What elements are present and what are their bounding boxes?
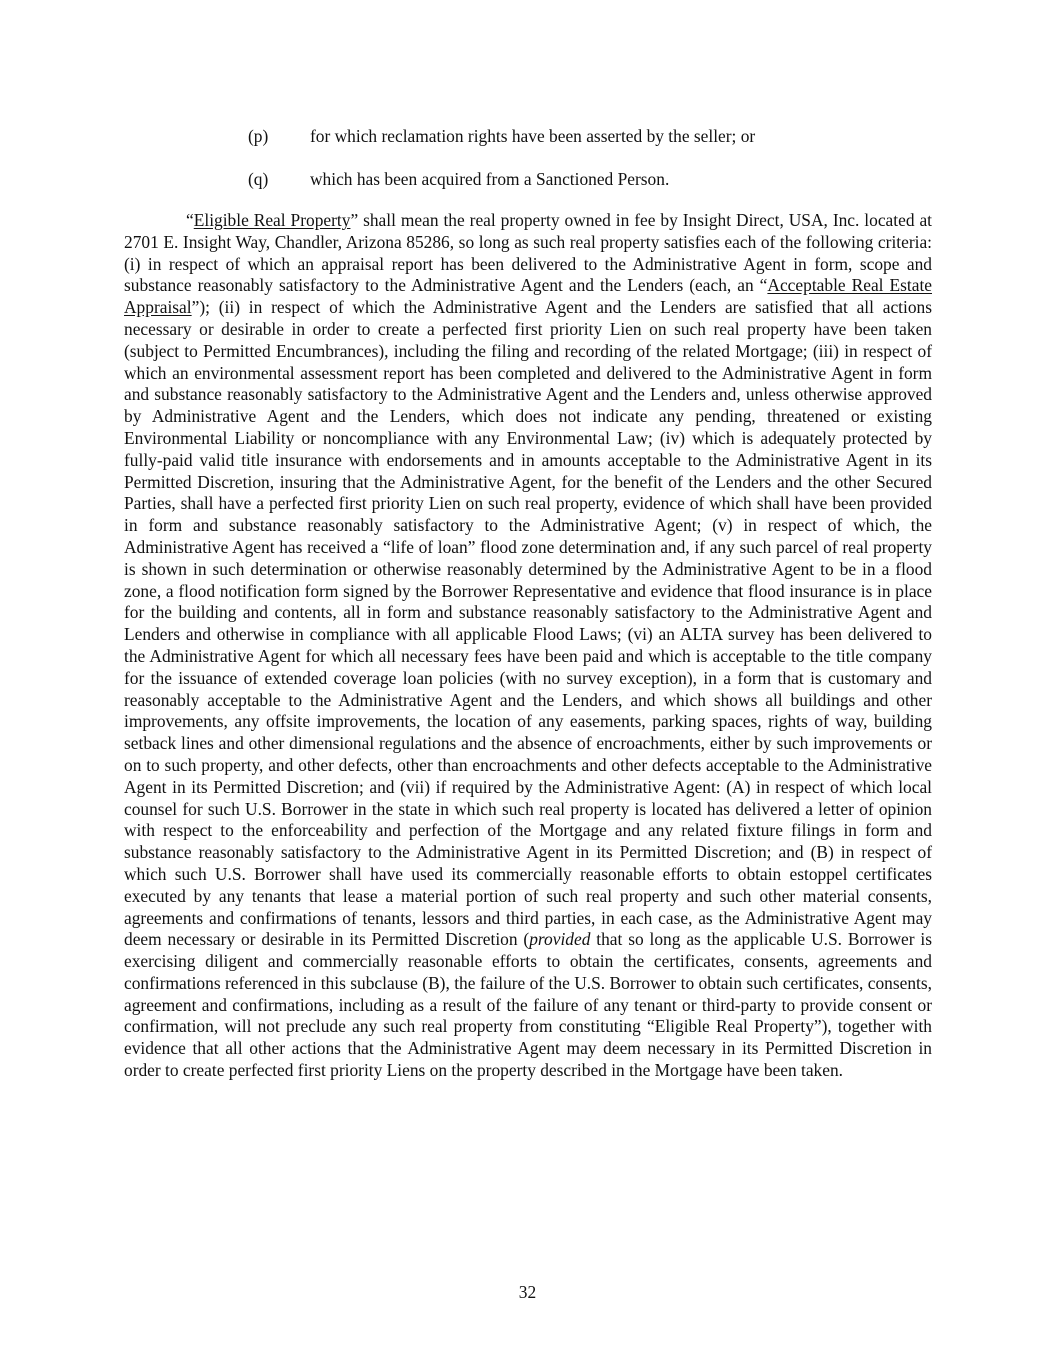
list-item-text: for which reclamation rights have been asserted by the seller; or	[310, 126, 756, 146]
list-item-text: which has been acquired from a Sanctioned Person.	[310, 169, 670, 189]
defined-term: Eligible Real Property	[193, 210, 351, 230]
eligible-real-property-definition	[124, 210, 932, 1082]
list-item-q	[248, 168, 669, 190]
defined-subterm: Acceptable Real Estate Appraisal	[124, 275, 932, 318]
list-marker: (p)	[248, 126, 269, 146]
definition-text: ” shall mean the real property owned in fee by Insight Direct, USA, Inc. located at 2701 E. Insight Way, Chandler, Arizona 85286, so long as such real property satisfies each of the following criteria: (i) in respect of which an appraisal report has been delivered to the Administrative Agent in form, scope and substance reasonably satisfactory to the Administrative Agent and the Lenders (each, an “	[124, 210, 933, 296]
list-marker: (q)	[248, 169, 269, 189]
page-number: 32	[518, 1282, 537, 1302]
open-quote: “	[186, 210, 194, 230]
list-item-p	[248, 125, 755, 147]
italic-proviso: provided	[529, 929, 591, 950]
definition-text: ”); (ii) in respect of which the Administrative Agent and the Lenders are satisfied that all actions necessary or desirable in order to create a perfected first priority Lien on such real property have been taken (subject to Permitted Encumbrances), including the filing and recording of the related Mortgage; (iii) in respect of which an environmental assessment report has been completed and delivered to the Administrative Agent in form and substance reasonably satisfactory to the Administrative Agent and the Lenders and, unless otherwise approved by Administrative Agent and the Lenders, which does not indicate any pending, threatened or existing Environmental Liability or noncompliance with any Environmental Law; (iv) which is adequately protected by fully-paid valid title insurance with endorsements and in amounts acceptable to the Administrative Agent in its Permitted Discretion, insuring that the Administrative Agent, for the benefit of the Lenders and the other Secured Parties, shall have a perfected first priority Lien on such real property, evidence of which shall have been provided in form and substance reasonably satisfactory to the Administrative Agent; (v) in respect of which, the Administrative Agent has received a “life of loan” flood zone determination and, if any such parcel of real property is shown in such determination or otherwise reasonably determined by the Administrative Agent to be in a flood zone, a flood notification form signed by the Borrower Representative and evidence that flood insurance is in place for the building and contents, all in form and substance reasonably satisfactory to the Administrative Agent and Lenders and otherwise in compliance with all applicable Flood Laws; (vi) an ALTA survey has been delivered to the Administrative Agent for which all necessary fees have been paid and which is acceptable to the title company for the issuance of extended coverage loan policies (with no survey exception), in a form that is customary and reasonably acceptable to the Administrative Agent and the Lenders, and which shows all buildings and other improvements, any offsite improvements, the location of any easements, parking spaces, rights of way, building setback lines and other dimensional regulations and the absence of encroachments, either by such improvements or on to such property, and other defects, other than encroachments and other defects acceptable to the Administrative Agent in its Permitted Discretion; and (vii) if required by the Administrative Agent: (A) in respect of which local counsel for such U.S. Borrower in the state in which such real property is located has delivered a letter of opinion with respect to the enforceability and perfection of the Mortgage and any related fixture filings in form and substance reasonably satisfactory to the Administrative Agent in its Permitted Discretion; and (B) in respect of which such U.S. Borrower shall have used its commercially reasonable efforts to obtain estoppel certificates executed by any tenants that lease a material portion of such real property and such other material consents, agreements and confirmations of tenants, lessors and third parties, in each case, as the Administrative Agent may deem necessary or desirable in its Permitted Discretion (	[124, 297, 932, 950]
definition-text: that so long as the applicable U.S. Borrower is exercising diligent and commercially reasonable efforts to obtain the certificates, consents, agreements and confirmations referenced in this subclause (B), the failure of the U.S. Borrower to obtain such certificates, consents, agreement and confirmations, including as a result of the failure of any tenant or third-party to provide consent or confirmation, will not preclude any such real property from constituting “Eligible Real Property”), together with evidence that all other actions that the Administrative Agent may deem necessary in its Permitted Discretion in order to create perfected first priority Liens on the property described in the Mortgage have been taken.	[124, 929, 932, 1081]
